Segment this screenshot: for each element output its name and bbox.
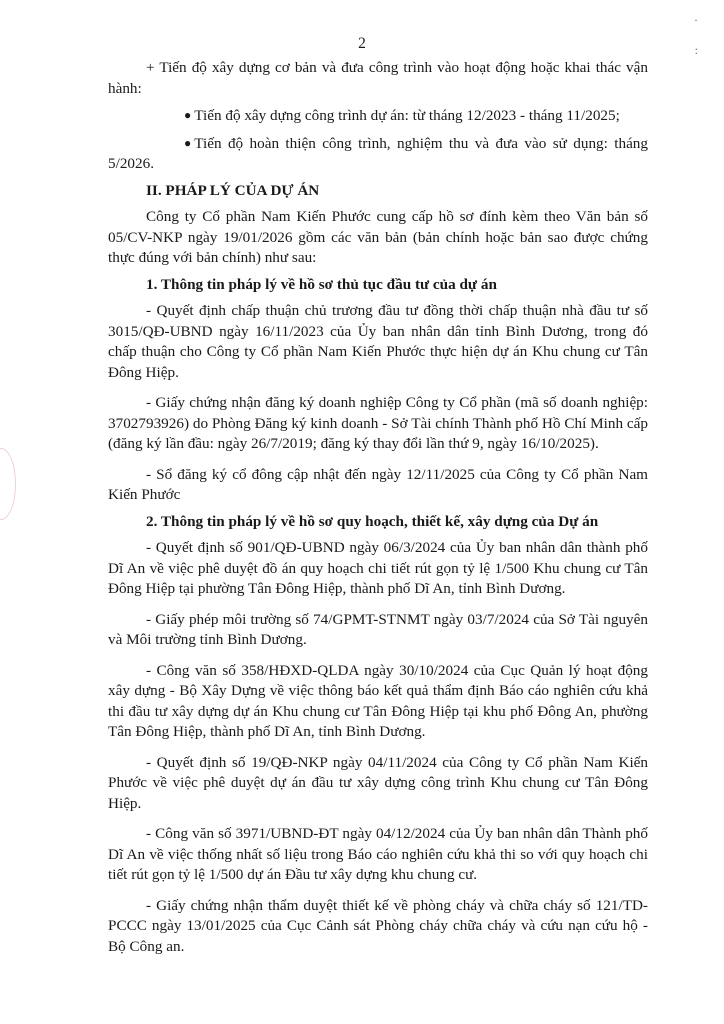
stamp-trace bbox=[0, 448, 16, 520]
corner-mark: · bbox=[694, 13, 698, 27]
planning-item: - Giấy phép môi trường số 74/GPMT-STNMT ngày 03/7/2024 của Sở Tài nguyên và Môi trường tỉnh Bình Dương. bbox=[108, 610, 648, 648]
legal-item: - Sổ đăng ký cổ đông cập nhật đến ngày 12/11/2025 của Công ty Cổ phần Nam Kiến Phước bbox=[108, 465, 648, 503]
planning-item: - Giấy chứng nhận thẩm duyệt thiết kế về phòng cháy và chữa cháy số 121/TD-PCCC ngày 13/01/2025 của Cục Cảnh sát Phòng cháy chữa cháy và cứu nạn cứu hộ - Bộ Công an. bbox=[108, 896, 648, 955]
bullet-text: Tiến độ hoàn thiện công trình, nghiệm thu và đưa vào sử dụng: tháng 5/2026. bbox=[108, 134, 648, 172]
legal-item: - Quyết định chấp thuận chủ trương đầu tư đồng thời chấp thuận nhà đầu tư số 3015/QĐ-UBND ngày 16/11/2023 của Ủy ban nhân dân tỉnh Bình Dương, trong đó chấp thuận cho Công ty Cổ phần Nam Kiến Phước thực hiện dự án Khu chung cư Tân Đông Hiệp. bbox=[108, 302, 648, 381]
page-number: 2 bbox=[358, 35, 366, 52]
bullet-icon: ● bbox=[184, 108, 192, 122]
legal-item: - Giấy chứng nhận đăng ký doanh nghiệp Công ty Cổ phần (mã số doanh nghiệp: 3702793926) do Phòng Đăng ký kinh doanh - Sở Tài chính Thành phố Hồ Chí Minh cấp (đăng ký lần đầu: ngày 26/7/2019; đăng ký thay đổi lần thứ 9, ngày 16/10/2025). bbox=[108, 394, 648, 452]
planning-item: - Công văn số 3971/UBND-ĐT ngày 04/12/2024 của Ủy ban nhân dân Thành phố Dĩ An về việc thống nhất số liệu trong Báo cáo nghiên cứu khả thi so với quy hoạch chi tiết rút gọn tỷ lệ 1/500 dự án Đầu tư xây dựng khu chung cư. bbox=[108, 825, 648, 883]
subsection-2-title: 2. Thông tin pháp lý về hồ sơ quy hoạch, thiết kế, xây dựng của Dự án bbox=[146, 512, 599, 530]
progress-bullet-1 bbox=[108, 105, 648, 127]
progress-intro: + Tiến độ xây dựng cơ bản và đưa công trình vào hoạt động hoặc khai thác vận hành: bbox=[108, 59, 648, 97]
subsection-1-title: 1. Thông tin pháp lý về hồ sơ thủ tục đầu tư của dự án bbox=[146, 275, 497, 293]
side-mark: : bbox=[694, 43, 698, 57]
planning-item: - Quyết định số 901/QĐ-UBND ngày 06/3/2024 của Ủy ban nhân dân thành phố Dĩ An về việc phê duyệt đồ án quy hoạch chi tiết rút gọn tỷ lệ 1/500 Khu chung cư Tân Đông Hiệp tại phường Tân Đông Hiệp, thành phố Dĩ An, tỉnh Bình Dương. bbox=[108, 539, 648, 597]
section-2-intro: Công ty Cổ phần Nam Kiến Phước cung cấp hồ sơ đính kèm theo Văn bản số 05/CV-NKP ngày 19/01/2026 gồm các văn bản (bản chính hoặc bản sao được chứng thực đúng với bản chính) như sau: bbox=[108, 208, 648, 266]
planning-item: - Quyết định số 19/QĐ-NKP ngày 04/11/2024 của Công ty Cổ phần Nam Kiến Phước về việc phê duyệt dự án đầu tư xây dựng công trình Khu chung cư Tân Đông Hiệp. bbox=[108, 753, 648, 812]
planning-item: - Công văn số 358/HĐXD-QLDA ngày 30/10/2024 của Cục Quản lý hoạt động xây dựng - Bộ Xây Dựng về việc thông báo kết quả thẩm định Báo cáo nghiên cứu khả thi đầu tư xây dựng dự án Khu chung cư Tân Đông Hiệp tại khu phố Đông An, phường Tân Đông Hiệp, thành phố Dĩ An, tỉnh Bình Dương. bbox=[108, 661, 648, 740]
bullet-icon: ● bbox=[184, 135, 192, 150]
section-2-title: II. PHÁP LÝ CỦA DỰ ÁN bbox=[146, 181, 320, 199]
document-body bbox=[108, 58, 648, 957]
bullet-text: Tiến độ xây dựng công trình dự án: từ tháng 12/2023 - tháng 11/2025; bbox=[194, 107, 620, 124]
progress-bullet-2 bbox=[108, 133, 648, 175]
